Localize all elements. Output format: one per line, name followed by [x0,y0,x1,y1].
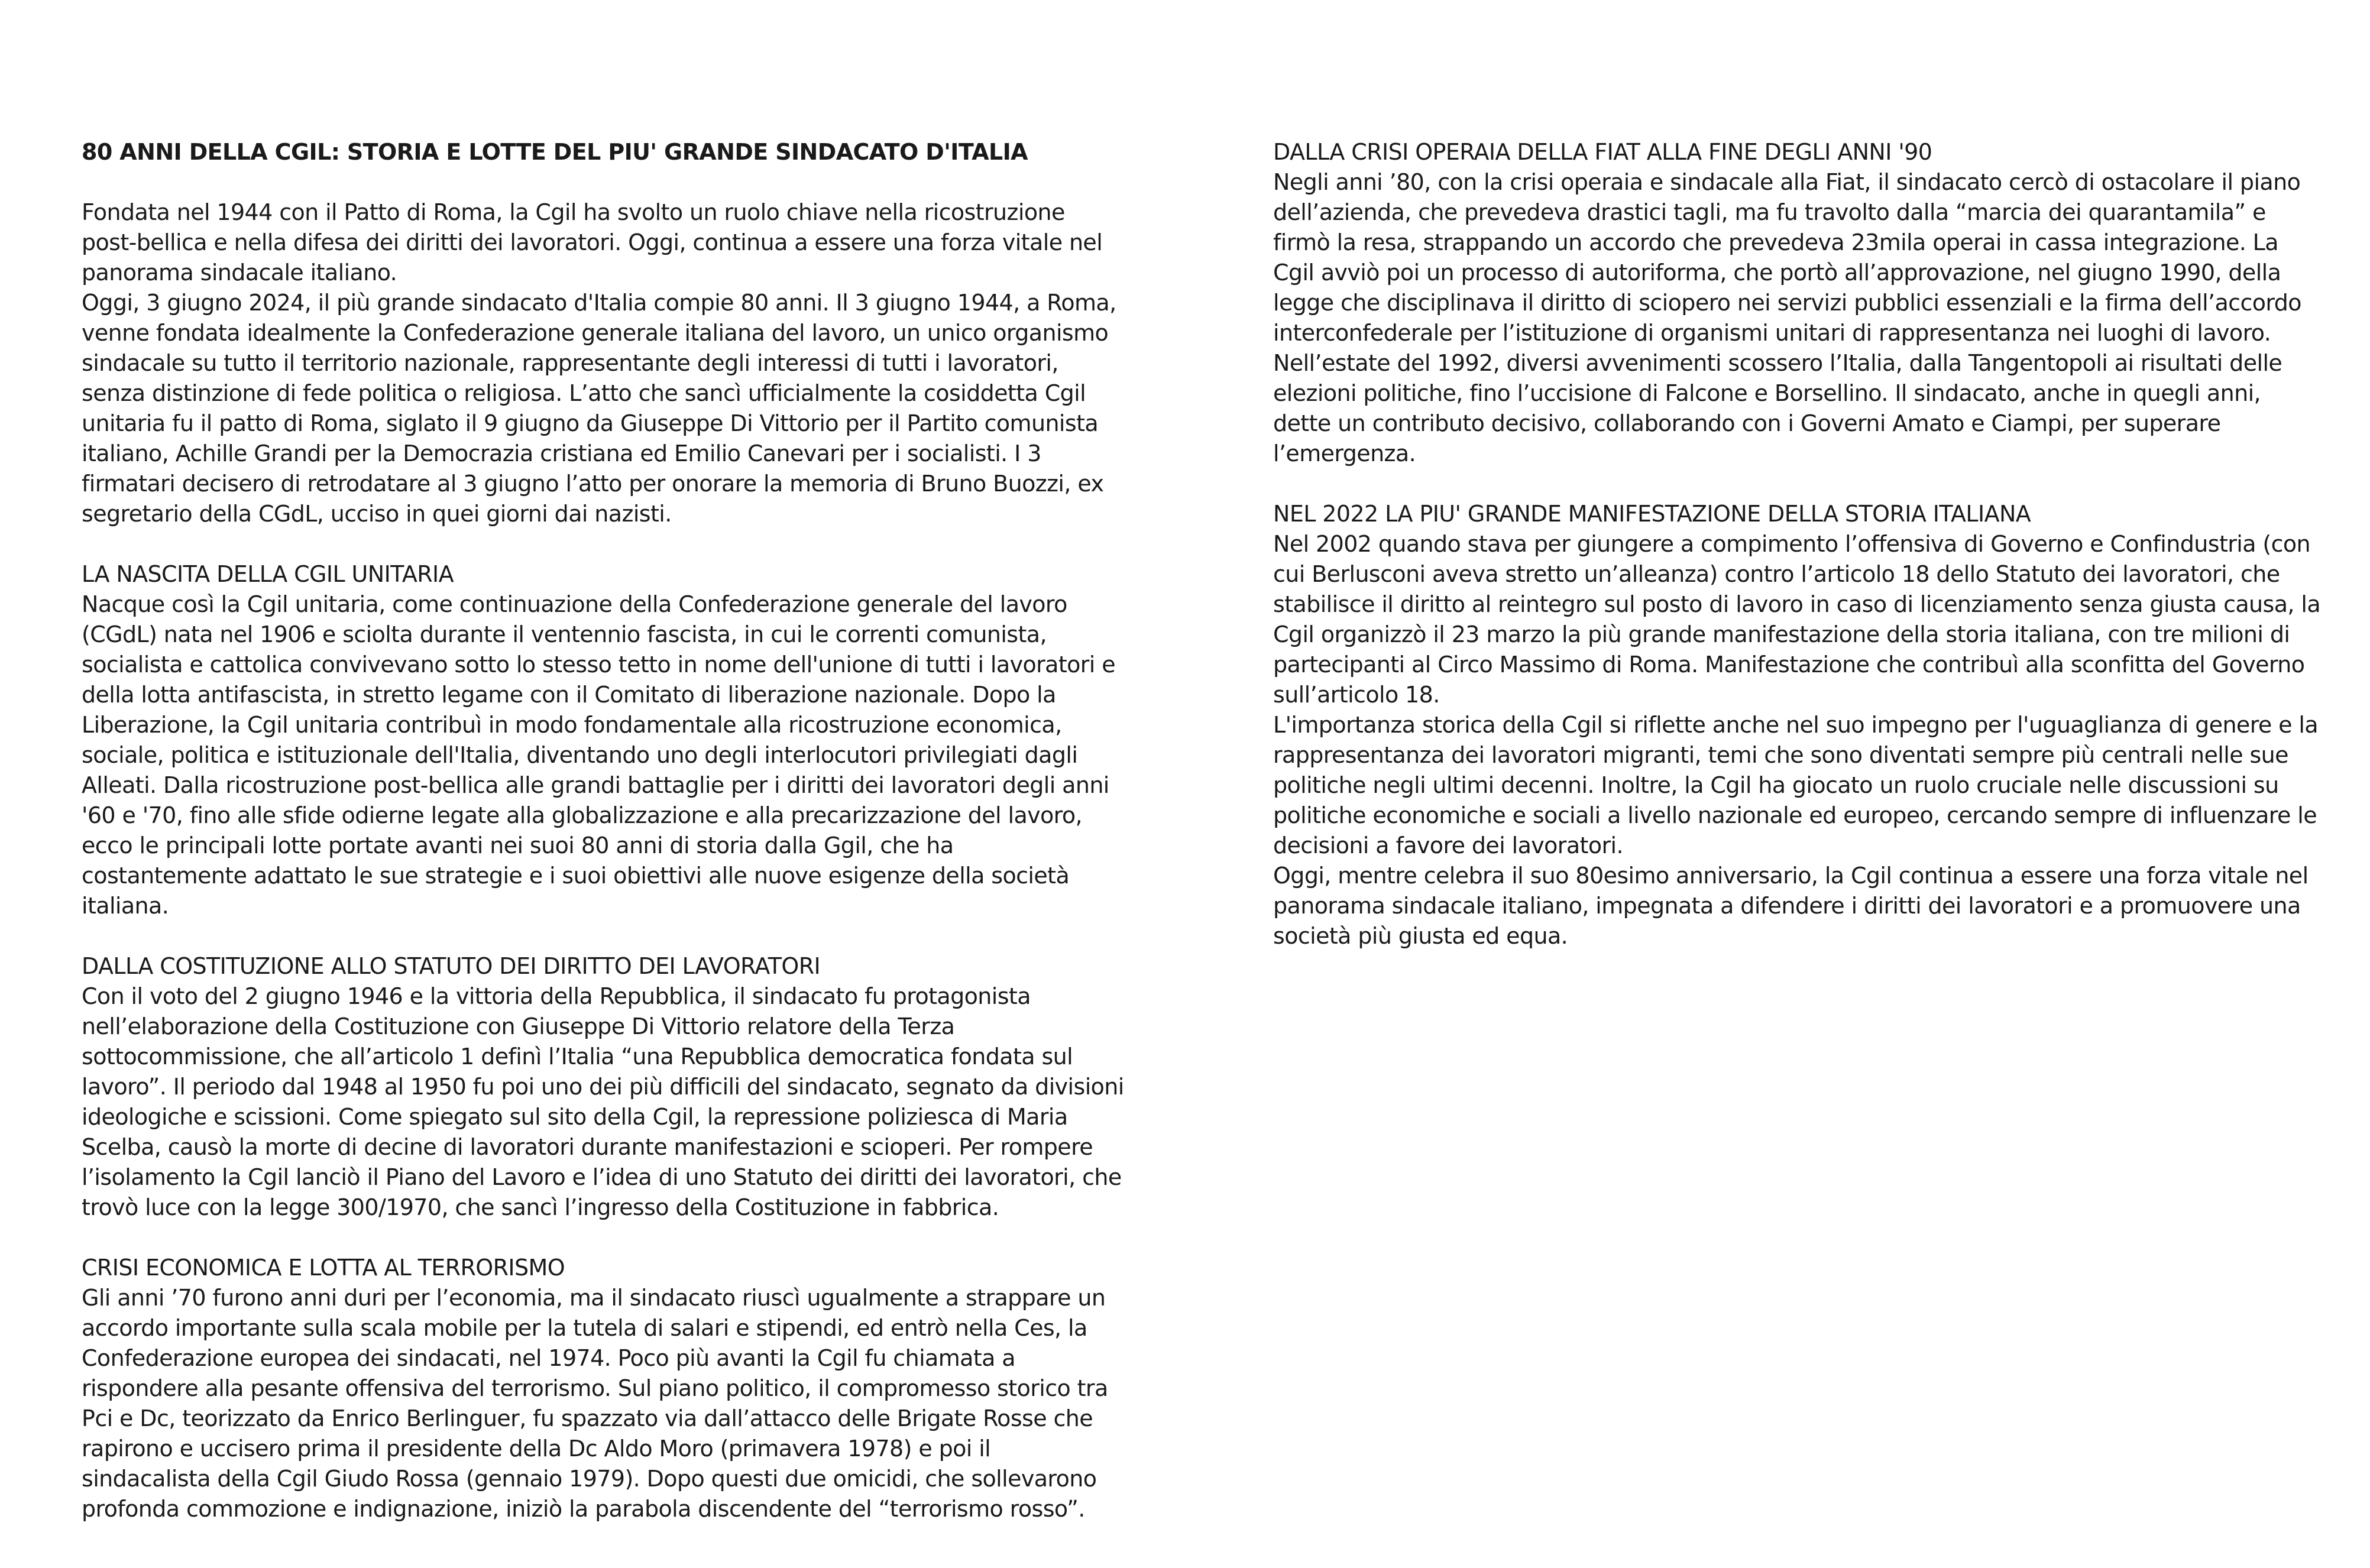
intro-section [82,197,1125,529]
section-body: Con il voto del 2 giugno 1946 e la vittoria della Repubblica, il sindacato fu protagonista nell’elaborazione della Costituzione con Giuseppe Di Vittorio relatore della Terza sottocommissione, che all’articolo 1 definì l’Italia “una Repubblica democratica fondata sul lavoro”. Il periodo dal 1948 al 1950 fu poi uno dei più difficili del sindacato, segnato da divisioni ideologiche e scissioni. Come spiegato sul sito della Cgil, la repressione poliziesca di Maria Scelba, causò la morte di decine di lavoratori durante manifestazioni e scioperi. Per rompere l’isolamento la Cgil lanciò il Piano del Lavoro e l’idea di uno Statuto dei diritti dei lavoratori, che trovò luce con la legge 300/1970, che sancì l’ingresso della Costituzione in fabbrica. [82,983,1124,1220]
section-body: Nel 2002 quando stava per giungere a compimento l’offensiva di Governo e Confindustria (con cui Berlusconi aveva stretto un’alleanza) contro l’articolo 18 dello Statuto dei lavoratori, che stabilisce il diritto al reintegro sul posto di lavoro in caso di licenziamento senza giusta causa, la Cgil organizzò il 23 marzo la più grande manifestazione della storia italiana, con tre milioni di partecipanti al Circo Massimo di Roma. Manifestazione che contribuì alla sconfitta del Governo sull’articolo 18. [1273,531,2321,708]
section-body: L'importanza storica della Cgil si riflette anche nel suo impegno per l'uguaglianza di genere e la rappresentanza dei lavoratori migranti, temi che sono diventati sempre più centrali nelle sue politiche negli ultimi decenni. Inoltre, la Cgil ha giocato un ruolo cruciale nelle discussioni su politiche economiche e sociali a livello nazionale ed europeo, cercando sempre di influenzare le decisioni a favore dei lavoratori. [1273,712,2319,858]
intro-paragraph: Oggi, 3 giugno 2024, il più grande sindacato d'Italia compie 80 anni. Il 3 giugno 1944, a Roma, venne fondata idealmente la Confederazione generale italiana del lavoro, un unico organismo sindacale su tutto il territorio nazionale, rappresentante degli interessi di tutti i lavoratori, senza distinzione di fede politica o religiosa. L’atto che sancì ufficialmente la cosiddetta Cgil unitaria fu il patto di Roma, siglato il 9 giugno da Giuseppe Di Vittorio per il Partito comunista italiano, Achille Grandi per la Democrazia cristiana ed Emilio Canevari per i socialisti. I 3 firmatari decisero di retrodatare al 3 giugno l’atto per onorare la memoria di Bruno Buozzi, ex segretario della CGdL, ucciso in quei giorni dai nazisti. [82,290,1116,527]
section-body: Negli anni ’80, con la crisi operaia e sindacale alla Fiat, il sindacato cercò di ostacolare il piano dell’azienda, che prevedeva drastici tagli, ma fu travolto dalla “marcia dei quarantamila” e firmò la resa, strappando un accordo che prevedeva 23mila operai in cassa integrazione. La Cgil avviò poi un processo di autoriforma, che portò all’approvazione, nel giugno 1990, della legge che disciplinava il diritto di sciopero nei servizi pubblici essenziali e la firma dell’accordo interconfederale per l’istituzione di organismi unitari di rappresentanza nei luoghi di lavoro. Nell’estate del 1992, diversi avvenimenti scossero l’Italia, dalla Tangentopoli ai risultati delle elezioni politiche, fino l’uccisione di Falcone e Borsellino. Il sindacato, anche in quegli anni, dette un contributo decisivo, collaborando con i Governi Amato e Ciampi, per superare l’emergenza. [1273,169,2301,466]
article-title: 80 ANNI DELLA CGIL: STORIA E LOTTE DEL PIU' GRANDE SINDACATO D'ITALIA [82,139,1028,165]
section-body: Nacque così la Cgil unitaria, come continuazione della Confederazione generale del lavoro (CGdL) nata nel 1906 e sciolta durante il ventennio fascista, in cui le correnti comunista, socialista e cattolica convivevano sotto lo stesso tetto in nome dell'unione di tutti i lavoratori e della lotta antifascista, in stretto legame con il Comitato di liberazione nazionale. Dopo la Liberazione, la Cgil unitaria contribuì in modo fondamentale alla ricostruzione economica, sociale, politica e istituzionale dell'Italia, diventando uno degli interlocutori privilegiati dagli Alleati. Dalla ricostruzione post-bellica alle grandi battaglie per i diritti dei lavoratori degli anni '60 e '70, fino alle sfide odierne legate alla globalizzazione e alla precarizzazione del lavoro, ecco le principali lotte portate avanti nei suoi 80 anni di storia dalla Ggil, che ha costantemente adattato le sue strategie e i suoi obiettivi alle nuove esigenze della società italiana. [82,591,1116,919]
section-body: Gli anni ’70 furono anni duri per l’economia, ma il sindacato riuscì ugualmente a strappare un accordo importante sulla scala mobile per la tutela di salari e stipendi, ed entrò nella Ces, la Confederazione europea dei sindacati, nel 1974. Poco più avanti la Cgil fu chiamata a rispondere alla pesante offensiva del terrorismo. Sul piano politico, il compromesso storico tra Pci e Dc, teorizzato da Enrico Berlinguer, fu spazzato via dall’attacco delle Brigate Rosse che rapirono e uccisero prima il presidente della Dc Aldo Moro (primavera 1978) e poi il sindacalista della Cgil Giudo Rossa (gennaio 1979). Dopo questi due omicidi, che sollevarono profonda commozione e indignazione, iniziò la parabola discendente del “terrorismo rosso”. [82,1285,1108,1522]
section-heading: DALLA COSTITUZIONE ALLO STATUTO DEI DIRITTO DEI LAVORATORI [82,953,821,979]
section-heading: LA NASCITA DELLA CGIL UNITARIA [82,561,454,587]
section-nascita [82,559,1125,921]
section-terrorismo [82,1253,1125,1524]
section-costituzione [82,951,1125,1223]
intro-paragraph: Fondata nel 1944 con il Patto di Roma, la Cgil ha svolto un ruolo chiave nella ricostruzione post-bellica e nella difesa dei diritti dei lavoratori. Oggi, continua a essere una forza vitale nel panorama sindacale italiano. [82,199,1103,286]
right-column [1273,137,2323,981]
section-heading: NEL 2022 LA PIU' GRANDE MANIFESTAZIONE DELLA STORIA ITALIANA [1273,501,2031,527]
section-body: Oggi, mentre celebra il suo 80esimo anniversario, la Cgil continua a essere una forza vitale nel panorama sindacale italiano, impegnata a difendere i diritti dei lavoratori e a promuovere una società più giusta ed equa. [1273,863,2309,949]
section-heading: DALLA CRISI OPERAIA DELLA FIAT ALLA FINE DEGLI ANNI '90 [1273,139,1932,165]
section-heading: CRISI ECONOMICA E LOTTA AL TERRORISMO [82,1255,565,1281]
section-fiat [1273,137,2323,469]
left-column [82,137,1125,1554]
section-manifestazione [1273,499,2323,951]
